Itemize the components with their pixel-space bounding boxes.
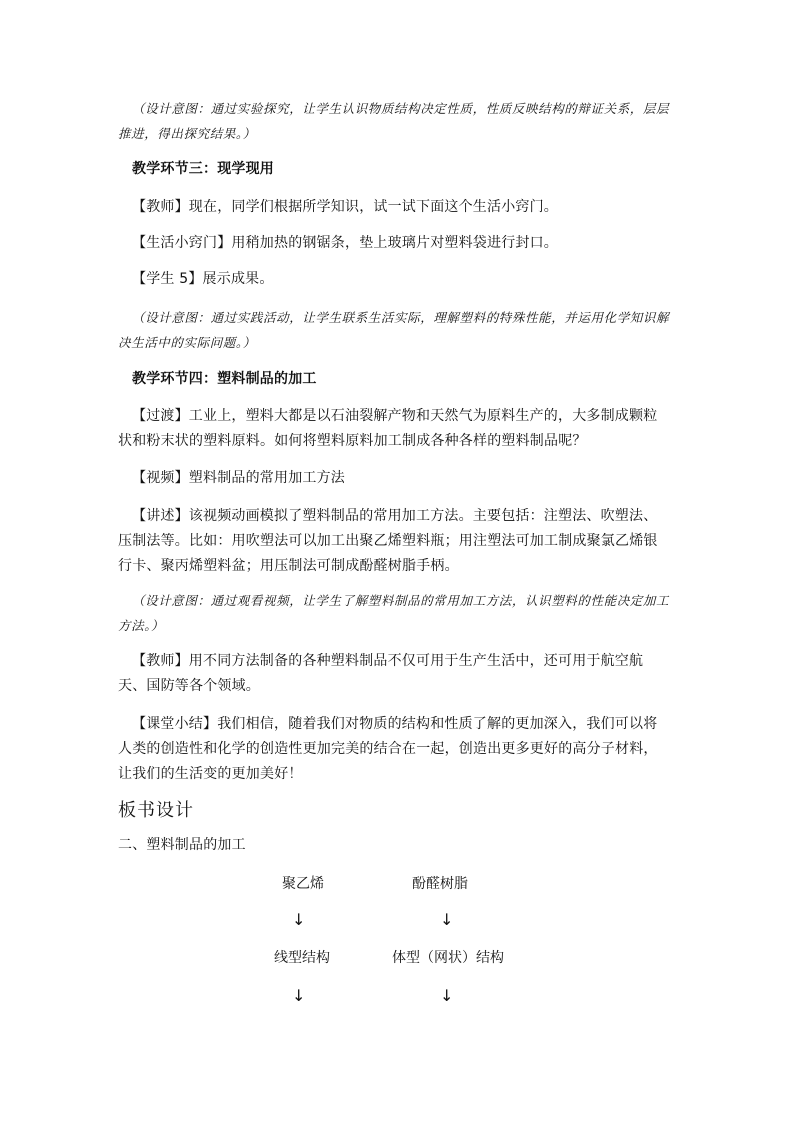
design-intent-1: （设计意图：通过实验探究，让学生认识物质结构决定性质，性质反映结构的辩证关系，层层推进，得出探究结果。） xyxy=(118,101,670,141)
teacher-paragraph-1: 【教师】现在，同学们根据所学知识，试一试下面这个生活小窍门。 xyxy=(132,199,558,215)
linear-structure-label: 线型结构 xyxy=(274,950,330,966)
summary-paragraph: 【课堂小结】我们相信，随着我们对物质的结构和性质了解的更加深入，我们可以将人类的创造性和化学的创造性更加完美的结合在一起，创造出更多更好的高分子材料，让我们的生活变的更加美好！ xyxy=(118,716,658,782)
phenolic-resin-label: 酚醛树脂 xyxy=(412,876,468,892)
section-heading-3: 教学环节三：现学现用 xyxy=(132,161,274,177)
section-heading-4: 教学环节四：塑料制品的加工 xyxy=(132,371,317,387)
lecture-paragraph: 【讲述】该视频动画模拟了塑料制品的常用加工方法。主要包括：注塑法、吹塑法、压制法等。比如：用吹塑法可以加工出聚乙烯塑料瓶；用注塑法可加工制成聚氯乙烯银行卡、聚丙烯塑料盆；用压制法可制成酚醛树脂手柄。 xyxy=(118,508,658,574)
design-intent-3: （设计意图：通过观看视频，让学生了解塑料制品的常用加工方法，认识塑料的性能决定加工方法。） xyxy=(118,593,670,633)
video-paragraph: 【视频】塑料制品的常用加工方法 xyxy=(132,470,345,486)
down-arrow-icon: ↓ xyxy=(292,910,306,929)
polyethylene-label: 聚乙烯 xyxy=(282,876,324,892)
teacher-paragraph-2: 【教师】用不同方法制备的各种塑料制品不仅可用于生产生活中，还可用于航空航天、国防等各个领域。 xyxy=(118,653,644,694)
down-arrow-icon: ↓ xyxy=(440,986,454,1005)
life-tip-paragraph: 【生活小窍门】用稍加热的钢锯条，垫上玻璃片对塑料袋进行封口。 xyxy=(132,235,558,251)
board-subtitle: 二、塑料制品的加工 xyxy=(118,837,246,853)
down-arrow-icon: ↓ xyxy=(440,910,454,929)
student-5-paragraph: 【学生 5】展示成果。 xyxy=(132,271,274,287)
board-design-heading: 板书设计 xyxy=(118,800,194,821)
down-arrow-icon: ↓ xyxy=(292,986,306,1005)
transition-paragraph: 【过渡】工业上，塑料大都是以石油裂解产物和天然气为原料生产的，大多制成颗粒状和粉末状的塑料原料。如何将塑料原料加工制成各种各样的塑料制品呢？ xyxy=(118,408,658,449)
network-structure-label: 体型（网状）结构 xyxy=(392,950,504,966)
design-intent-2: （设计意图：通过实践活动，让学生联系生活实际，理解塑料的特殊性能，并运用化学知识解决生活中的实际问题。） xyxy=(118,310,670,350)
